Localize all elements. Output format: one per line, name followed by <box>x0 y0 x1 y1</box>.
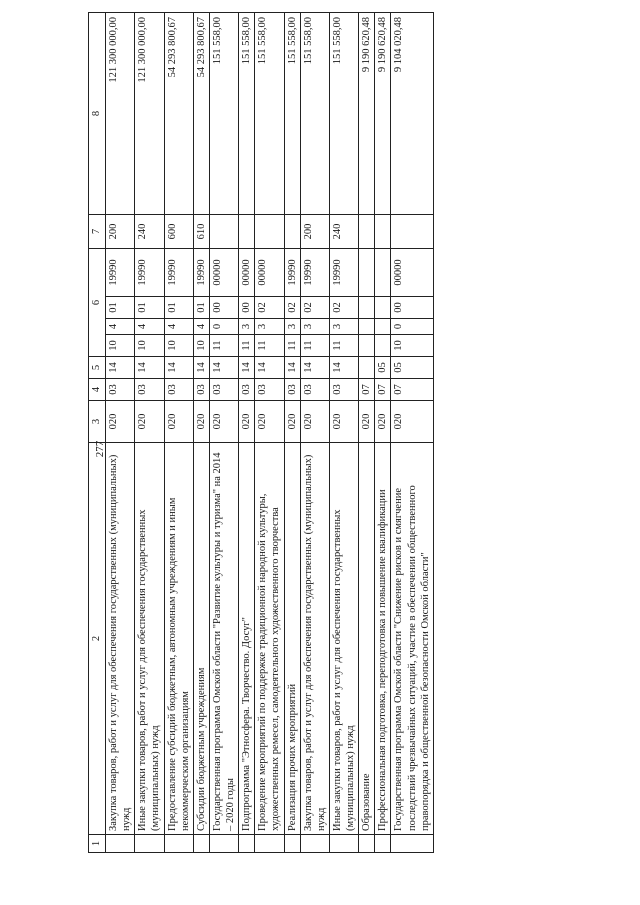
table-row <box>135 13 164 853</box>
cell-direction: 00000 <box>391 249 433 297</box>
cell-section: 07 <box>375 379 391 401</box>
cell-program: 11 <box>255 335 284 357</box>
cell-program: 10 <box>135 335 164 357</box>
table-row <box>106 13 135 853</box>
cell-index <box>193 835 209 853</box>
cell-amount: 9 104 020,48 <box>391 13 433 215</box>
cell-index <box>164 835 193 853</box>
cell-index <box>391 835 433 853</box>
cell-event: 02 <box>255 297 284 319</box>
cell-subprogram: 3 <box>300 319 329 335</box>
cell-name: Государственная программа Омской области "Развитие культуры и туризма" на 2014 – 2020 годы <box>209 443 238 835</box>
table-row <box>255 13 284 853</box>
header-cell: 1 <box>89 835 106 853</box>
header-cell: 7 <box>89 215 106 249</box>
cell-expense-type <box>255 215 284 249</box>
table-row <box>300 13 329 853</box>
cell-index <box>329 835 358 853</box>
cell-program: 11 <box>239 335 255 357</box>
cell-index <box>239 835 255 853</box>
cell-code: 020 <box>164 401 193 443</box>
cell-expense-type: 600 <box>164 215 193 249</box>
cell-index <box>209 835 238 853</box>
cell-event: 00 <box>391 297 433 319</box>
cell-expense-type <box>375 215 391 249</box>
cell-program: 11 <box>284 335 300 357</box>
cell-subprogram: 3 <box>284 319 300 335</box>
cell-section: 03 <box>135 379 164 401</box>
cell-subprogram: 0 <box>209 319 238 335</box>
cell-subsection: 05 <box>375 357 391 379</box>
cell-code: 020 <box>135 401 164 443</box>
cell-name: Иные закупки товаров, работ и услуг для обеспечения государственных (муниципальных) нужд <box>135 443 164 835</box>
cell-amount: 9 190 620,48 <box>375 13 391 215</box>
cell-event: 01 <box>193 297 209 319</box>
cell-subsection <box>359 357 375 379</box>
cell-event: 01 <box>164 297 193 319</box>
cell-index <box>375 835 391 853</box>
cell-amount: 9 190 620,48 <box>359 13 375 215</box>
header-cell: 6 <box>89 249 106 357</box>
cell-amount: 121 300 000,00 <box>106 13 135 215</box>
header-cell: 8 <box>89 13 106 215</box>
cell-code: 020 <box>329 401 358 443</box>
cell-subsection: 14 <box>193 357 209 379</box>
cell-subprogram: 4 <box>164 319 193 335</box>
cell-program: 10 <box>193 335 209 357</box>
cell-program <box>359 335 375 357</box>
cell-direction: 19990 <box>193 249 209 297</box>
cell-subsection: 14 <box>239 357 255 379</box>
cell-name: Закупка товаров, работ и услуг для обеспечения государственных (муниципальных) нужд <box>106 443 135 835</box>
cell-program: 10 <box>164 335 193 357</box>
cell-subsection: 14 <box>255 357 284 379</box>
header-cell: 4 <box>89 379 106 401</box>
cell-section: 03 <box>193 379 209 401</box>
cell-expense-type <box>209 215 238 249</box>
cell-event: 00 <box>209 297 238 319</box>
cell-expense-type: 200 <box>300 215 329 249</box>
header-cell: 2 <box>89 443 106 835</box>
cell-expense-type: 200 <box>106 215 135 249</box>
cell-amount: 121 300 000,00 <box>135 13 164 215</box>
cell-expense-type: 240 <box>135 215 164 249</box>
cell-event: 02 <box>329 297 358 319</box>
cell-index <box>255 835 284 853</box>
cell-code: 020 <box>209 401 238 443</box>
cell-index <box>135 835 164 853</box>
cell-section: 07 <box>359 379 375 401</box>
cell-direction <box>359 249 375 297</box>
cell-subsection: 14 <box>329 357 358 379</box>
cell-code: 020 <box>193 401 209 443</box>
cell-code: 020 <box>359 401 375 443</box>
table-row <box>391 13 433 853</box>
cell-direction: 00000 <box>209 249 238 297</box>
cell-subprogram: 4 <box>106 319 135 335</box>
cell-subsection: 14 <box>300 357 329 379</box>
cell-subprogram <box>359 319 375 335</box>
table-row <box>209 13 238 853</box>
cell-direction <box>375 249 391 297</box>
cell-event: 01 <box>106 297 135 319</box>
cell-event <box>359 297 375 319</box>
budget-table-container <box>88 13 608 853</box>
header-row <box>89 13 106 853</box>
cell-event: 01 <box>135 297 164 319</box>
cell-section: 03 <box>255 379 284 401</box>
table-row <box>239 13 255 853</box>
table-row <box>329 13 358 853</box>
table-body <box>106 13 434 853</box>
cell-name: Образование <box>359 443 375 835</box>
cell-code: 020 <box>106 401 135 443</box>
cell-amount: 151 558,00 <box>300 13 329 215</box>
cell-name: Реализация прочих мероприятий <box>284 443 300 835</box>
cell-subprogram: 4 <box>135 319 164 335</box>
cell-program: 10 <box>106 335 135 357</box>
cell-amount: 151 558,00 <box>239 13 255 215</box>
page-number: 277 <box>94 440 106 458</box>
header-cell: 3 <box>89 401 106 443</box>
cell-index <box>359 835 375 853</box>
cell-program: 10 <box>391 335 433 357</box>
cell-code: 020 <box>239 401 255 443</box>
cell-event <box>375 297 391 319</box>
cell-expense-type <box>284 215 300 249</box>
cell-section: 03 <box>239 379 255 401</box>
cell-index <box>300 835 329 853</box>
cell-name: Проведение мероприятий по поддержке традиционной народной культуры, художественных ремесел, самодеятельного художественного творчества <box>255 443 284 835</box>
cell-name: Предоставление субсидий бюджетным, автономным учреждениям и иным некоммерческим организациям <box>164 443 193 835</box>
cell-index <box>284 835 300 853</box>
cell-code: 020 <box>284 401 300 443</box>
cell-subsection: 05 <box>391 357 433 379</box>
budget-table <box>88 12 434 853</box>
cell-section: 03 <box>164 379 193 401</box>
table-row <box>359 13 375 853</box>
cell-name: Субсидии бюджетным учреждениям <box>193 443 209 835</box>
cell-code: 020 <box>255 401 284 443</box>
cell-expense-type <box>359 215 375 249</box>
cell-direction: 19990 <box>164 249 193 297</box>
table-row <box>284 13 300 853</box>
cell-direction: 19990 <box>106 249 135 297</box>
cell-event: 02 <box>284 297 300 319</box>
cell-name: Государственная программа Омской области "Снижение рисков и смягчение последствий чрезвычайных ситуаций, участие в обеспечении общественного правопорядка и общественной безопасности Омской области" <box>391 443 433 835</box>
cell-expense-type <box>391 215 433 249</box>
cell-subprogram: 3 <box>255 319 284 335</box>
header-cell: 5 <box>89 357 106 379</box>
cell-amount: 151 558,00 <box>255 13 284 215</box>
cell-amount: 54 293 800,67 <box>193 13 209 215</box>
cell-subsection: 14 <box>284 357 300 379</box>
cell-code: 020 <box>391 401 433 443</box>
cell-amount: 151 558,00 <box>209 13 238 215</box>
cell-name: Подпрограмма "Этносфера. Творчество. Досуг" <box>239 443 255 835</box>
cell-direction: 00000 <box>255 249 284 297</box>
cell-subsection: 14 <box>106 357 135 379</box>
cell-expense-type: 240 <box>329 215 358 249</box>
cell-section: 03 <box>329 379 358 401</box>
cell-subprogram: 3 <box>239 319 255 335</box>
cell-index <box>106 835 135 853</box>
cell-code: 020 <box>300 401 329 443</box>
cell-section: 03 <box>209 379 238 401</box>
cell-direction: 19990 <box>329 249 358 297</box>
cell-name: Закупка товаров, работ и услуг для обеспечения государственных (муниципальных) нужд <box>300 443 329 835</box>
cell-name: Профессиональная подготовка, переподготовка и повышение квалификации <box>375 443 391 835</box>
cell-amount: 54 293 800,67 <box>164 13 193 215</box>
cell-program: 11 <box>209 335 238 357</box>
cell-program: 11 <box>329 335 358 357</box>
cell-direction: 00000 <box>239 249 255 297</box>
cell-code: 020 <box>375 401 391 443</box>
cell-direction: 19990 <box>135 249 164 297</box>
cell-section: 07 <box>391 379 433 401</box>
cell-subprogram: 0 <box>391 319 433 335</box>
cell-program <box>375 335 391 357</box>
cell-event: 02 <box>300 297 329 319</box>
cell-event: 00 <box>239 297 255 319</box>
cell-subprogram: 3 <box>329 319 358 335</box>
cell-section: 03 <box>106 379 135 401</box>
table-row <box>193 13 209 853</box>
cell-section: 03 <box>300 379 329 401</box>
cell-name: Иные закупки товаров, работ и услуг для обеспечения государственных (муниципальных) нужд <box>329 443 358 835</box>
table-row <box>375 13 391 853</box>
cell-subprogram <box>375 319 391 335</box>
cell-direction: 19990 <box>300 249 329 297</box>
cell-amount: 151 558,00 <box>329 13 358 215</box>
cell-subsection: 14 <box>164 357 193 379</box>
cell-direction: 19990 <box>284 249 300 297</box>
cell-expense-type <box>239 215 255 249</box>
cell-subsection: 14 <box>135 357 164 379</box>
cell-subsection: 14 <box>209 357 238 379</box>
cell-expense-type: 610 <box>193 215 209 249</box>
cell-section: 03 <box>284 379 300 401</box>
cell-amount: 151 558,00 <box>284 13 300 215</box>
cell-program: 11 <box>300 335 329 357</box>
cell-subprogram: 4 <box>193 319 209 335</box>
table-row <box>164 13 193 853</box>
